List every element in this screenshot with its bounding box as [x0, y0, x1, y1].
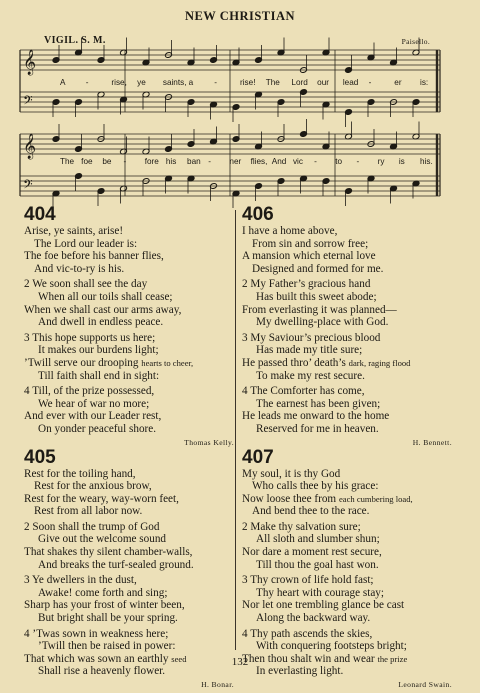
hymn-number-405: 405 — [24, 446, 56, 468]
lyric-syllable: - — [368, 78, 372, 87]
lyric-syllable: - — [123, 157, 127, 166]
lyric-syllable: be — [102, 157, 112, 166]
lyric-syllable: vic — [292, 157, 303, 166]
page-number: 132 — [231, 656, 249, 668]
lyric-syllable: a — [188, 78, 194, 87]
stanza-404-4: 4 Till, of the prize possessed, We hear of war no more; And ever with our Leader rest, On yonder peaceful shore. — [24, 385, 162, 435]
lyric-syllable: ye — [137, 78, 146, 87]
stanza-404-2: 2 We soon shall see the day When all our toils shall cease; When we shall cast our arms away, And dwell in endless peace. — [24, 278, 182, 329]
lyric-syllable: our — [317, 78, 329, 87]
stanza-407-2: 2 Make thy salvation sure; All sloth and slumber shun; Nor dare a moment rest secure, Till thou the goal hast won. — [242, 520, 382, 571]
svg-text:𝄢: 𝄢 — [23, 177, 33, 195]
lyric-syllable: his — [165, 157, 177, 166]
lyric-syllable: The — [60, 157, 75, 166]
left-column — [24, 205, 242, 690]
stanza-404-3: 3 This hope supports us here; It makes our burdens light; ’Twill serve our drooping hearts to cheer, Till faith shall end in sight: — [24, 331, 194, 382]
lyric-syllable: rise! — [240, 78, 256, 87]
lyric-syllable: his. — [420, 157, 433, 166]
composer-name: Paisello. — [401, 37, 430, 46]
music-staves — [16, 34, 464, 208]
stanza-405-3: 3 Ye dwellers in the dust, Awake! come forth and sing; Sharp has your frost of winter been, But bright shall be your spring. — [24, 574, 185, 625]
tune-name: VIGIL. S. M. — [44, 35, 106, 46]
lyric-syllable: And — [271, 157, 287, 166]
author-406: H. Bennett. — [412, 437, 452, 447]
stanza-405-2: 2 Soon shall the trump of God Give out the welcome sound That shakes thy silent chamber-walls, And breaks the turf-sealed ground. — [24, 520, 194, 571]
lyric-syllable: rise, — [111, 78, 127, 87]
lyric-syllable: - — [208, 157, 211, 166]
hymn-number-407: 407 — [242, 446, 274, 468]
right-column — [242, 205, 460, 690]
lyric-syllable: ner — [229, 157, 242, 166]
author-405: H. Bonar. — [201, 680, 234, 689]
lyric-syllable: - — [85, 78, 89, 87]
lyric-syllable: The — [265, 78, 280, 87]
svg-text:𝄢: 𝄢 — [23, 93, 33, 111]
lyric-syllable: er — [394, 78, 402, 87]
lyric-syllable: - — [214, 78, 218, 87]
stanza-407-1: My soul, it is thy God Who calls thee by his grace: Now loose thee from each cumbering load, And bend thee to the race. — [242, 467, 413, 518]
lyric-syllable: is: — [420, 78, 429, 87]
lyric-syllable: - — [314, 157, 317, 166]
lyric-syllable: A — [60, 78, 66, 87]
lyric-syllable: - — [356, 157, 360, 166]
lyric-syllable: ban — [187, 157, 201, 166]
stanza-406-1: I have a home above, From sin and sorrow free; A mansion which eternal love Designed and formed for me. — [242, 225, 384, 275]
lyric-syllable: fore — [144, 157, 159, 166]
stanza-405-1: Rest for the toiling hand, Rest for the anxious brow, Rest for the weary, way-worn feet, Rest from all labor now. — [24, 467, 179, 518]
stanza-404-1: Arise, ye saints, arise! The Lord our leader is: The foe before his banner flies, And vic-to-ry is his. — [24, 225, 164, 275]
lyric-syllable: flies, — [250, 157, 268, 166]
lyric-syllable: saints, — [162, 78, 187, 87]
author-404: Thomas Kelly. — [184, 437, 234, 447]
svg-text:𝄞: 𝄞 — [23, 50, 37, 75]
stanza-407-3: 3 Thy crown of life hold fast; Thy heart with courage stay; Nor let one trembling glance be cast Along the backward way. — [242, 574, 405, 625]
lyric-syllable: foe — [81, 157, 93, 166]
author-407: Leonard Swain. — [398, 680, 452, 689]
lyric-syllable: ry — [377, 157, 385, 166]
music-score — [16, 34, 464, 208]
hymn-number-406: 406 — [242, 204, 274, 225]
stanza-406-3: 3 My Saviour’s precious blood Has made my title sure; He passed thro’ death’s dark, raging flood To make my rest secure. — [242, 331, 411, 382]
stanza-406-4: 4 The Comforter has come, The earnest has been given; He leads me onward to the home Reserved for me in heaven. — [242, 385, 390, 435]
lyric-syllable: Lord — [291, 78, 308, 87]
lyric-syllable: lead — [342, 78, 359, 87]
hymn-number-404: 404 — [24, 204, 56, 225]
lyric-syllable: to — [335, 157, 343, 166]
stanza-407-4: 4 Thy path ascends the skies, With conquering footsteps bright; Then thou shalt win and wear the prize In everlasting light. — [242, 627, 408, 678]
stanza-406-2: 2 My Father’s gracious hand Has built this sweet abode; From everlasting it was planned— My dwelling-place with God. — [242, 278, 397, 329]
lyric-syllable: is — [398, 157, 405, 166]
stanza-405-4: 4 ’Twas sown in weakness here; ’Twill then be raised in power: That which was sown an earthly seed Shall rise a heavenly flower. — [24, 627, 187, 678]
svg-text:𝄞: 𝄞 — [23, 134, 37, 159]
page-header: NEW CHRISTIAN — [184, 9, 296, 23]
